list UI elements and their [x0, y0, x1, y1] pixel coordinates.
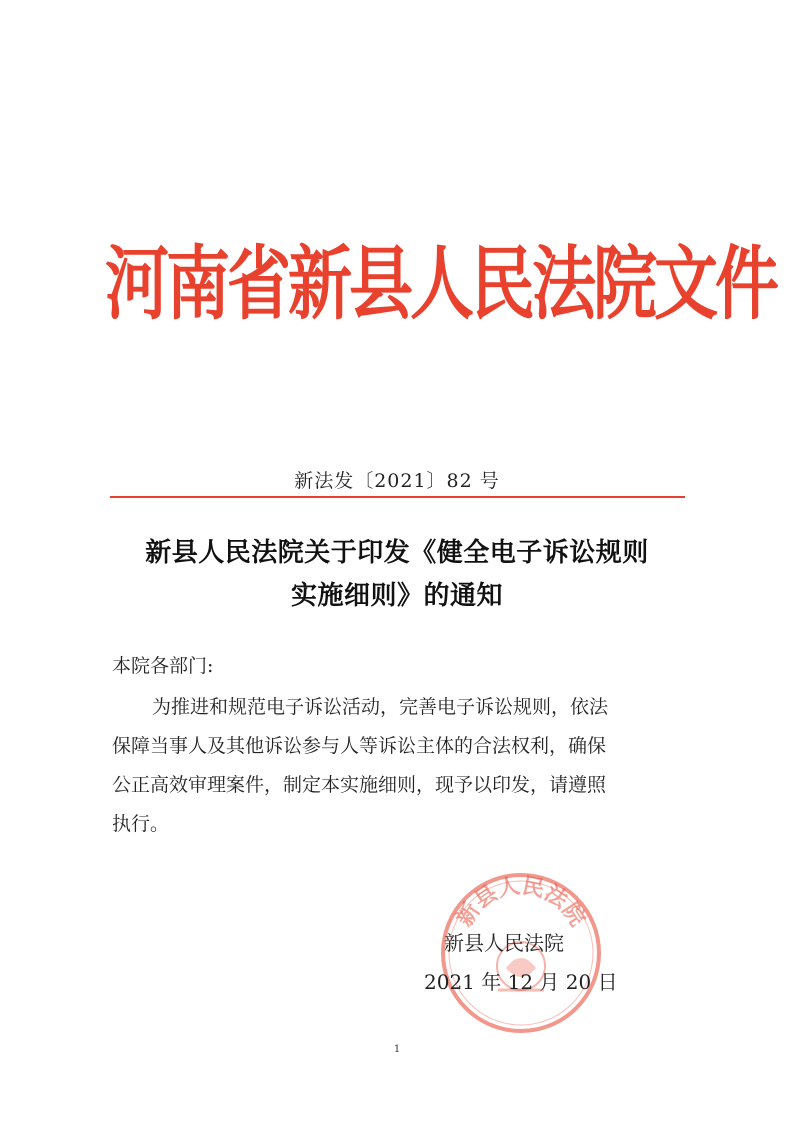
svg-text:新县人民法院 — [452, 873, 591, 931]
notice-title-line-2: 实施细则》的通知 — [290, 581, 503, 611]
document-header-title: 河南省新县人民法院文件 — [105, 237, 776, 332]
body-line: 保障当事人及其他诉讼参与人等诉讼主体的合法权利，确保 — [112, 735, 607, 757]
body-line: 执行。 — [112, 813, 170, 835]
signing-organization: 新县人民法院 — [444, 931, 564, 955]
signing-date: 2021 年 12 月 20 日 — [424, 970, 618, 994]
seal-text: 新县人民法院 — [451, 872, 591, 932]
notice-title-line-1: 新县人民法院关于印发《健全电子诉讼规则 — [145, 538, 649, 568]
body-line: 为推进和规范电子诉讼活动，完善电子诉讼规则，依法 — [152, 696, 609, 718]
notice-title — [100, 532, 694, 618]
page-number: 1 — [393, 1044, 401, 1055]
document-number: 新法发〔2021〕82 号 — [294, 470, 500, 492]
body-paragraph — [112, 688, 684, 844]
body-line: 公正高效审理案件，制定本实施细则，现予以印发，请遵照 — [112, 774, 607, 796]
header-divider — [110, 496, 685, 498]
salutation: 本院各部门: — [112, 655, 214, 677]
